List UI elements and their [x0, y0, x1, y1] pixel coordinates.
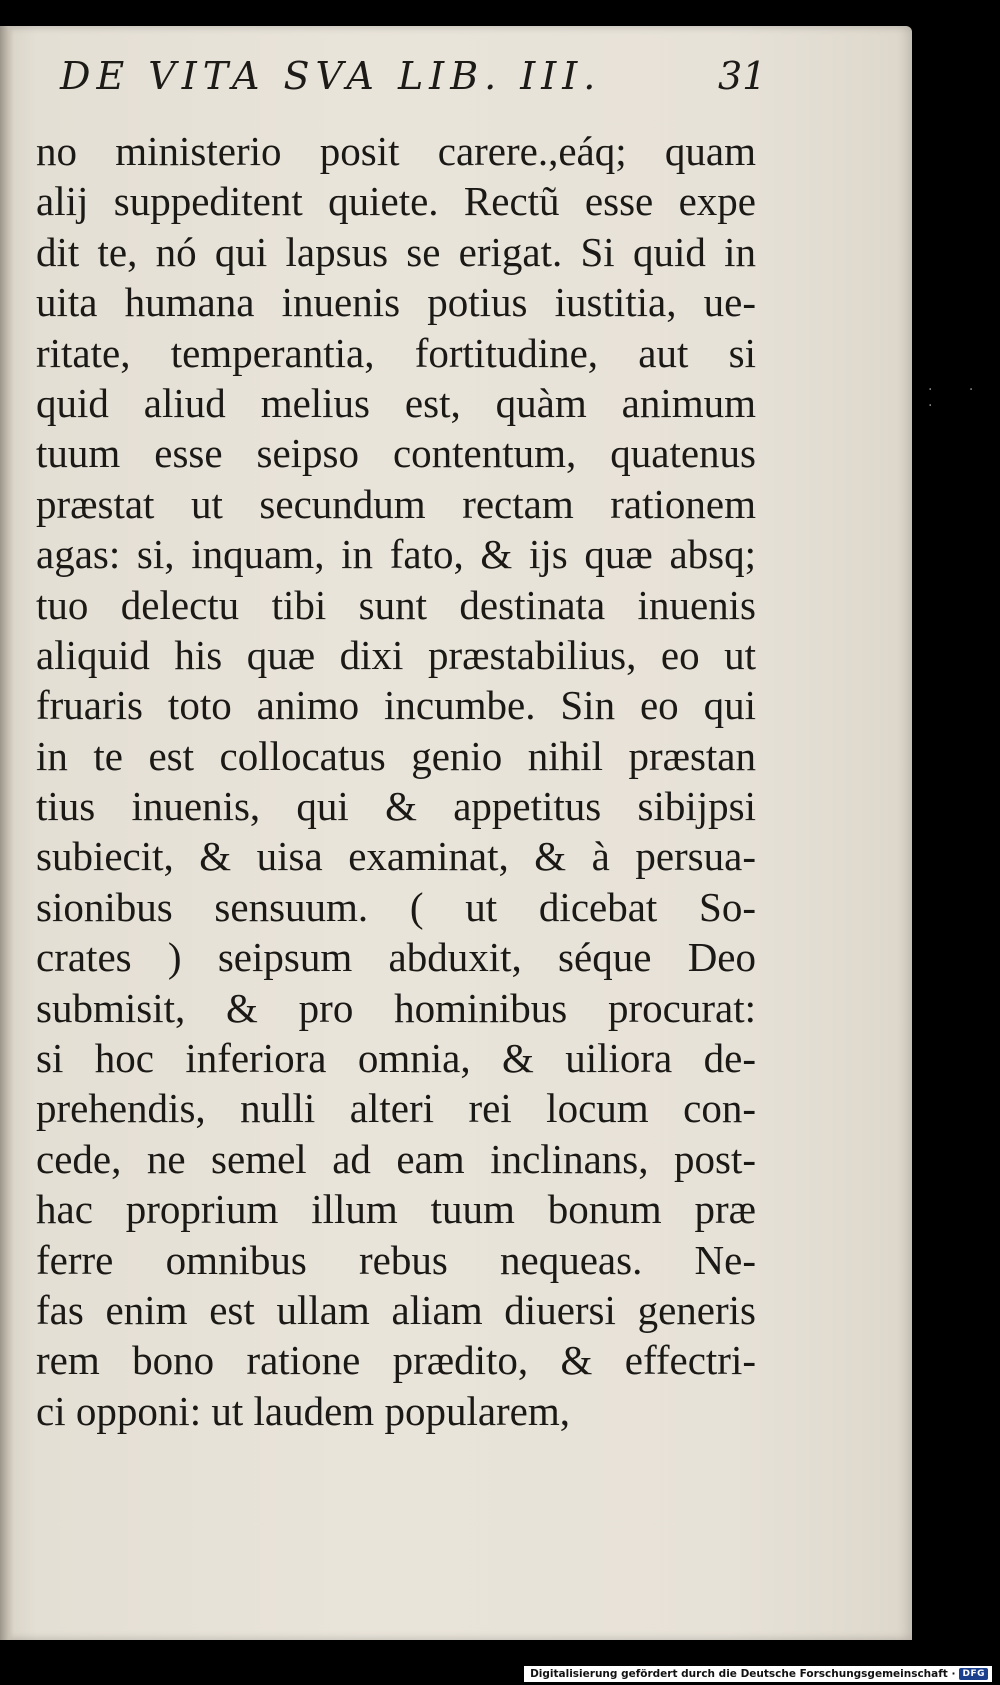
text-line: dit te, nó qui lapsus se erigat. Si quid in: [36, 228, 756, 275]
text-line: tuo delectu tibi sunt destinata inuenis: [36, 581, 756, 628]
text-line: præstat ut secundum rectam rationem: [36, 480, 756, 527]
text-line: quid aliud melius est, quàm animum: [36, 379, 756, 426]
page-gutter-shadow: [0, 26, 14, 1640]
text-line: agas: si, inquam, in fato, & ijs quæ absq;: [36, 531, 756, 578]
text-line: cede, ne semel ad eam inclinans, post-: [36, 1135, 756, 1182]
page-indicator-dots: . . .: [928, 378, 990, 410]
text-line: fas enim est ullam aliam diuersi generis: [36, 1286, 756, 1333]
dfg-logo-icon: DFG: [959, 1668, 988, 1680]
body-text: [36, 126, 756, 1436]
text-line: tuum esse seipso contentum, quatenus: [36, 430, 756, 477]
text-line: hac proprium illum tuum bonum præ: [36, 1186, 756, 1233]
text-line: subiecit, & uisa examinat, & à persua-: [36, 833, 756, 880]
text-line: prehendis, nulli alteri rei locum con-: [36, 1085, 756, 1132]
text-line: alij suppeditent quiete. Rectũ esse expe: [36, 178, 756, 225]
text-line: ritate, temperantia, fortitudine, aut si: [36, 329, 756, 376]
text-line: tius inuenis, qui & appetitus sibijpsi: [36, 783, 756, 830]
text-line: fruaris toto animo incumbe. Sin eo qui: [36, 682, 756, 729]
text-line: ci opponi: ut laudem popularem,: [36, 1387, 571, 1434]
text-line: uita humana inuenis potius iustitia, ue-: [36, 279, 756, 326]
text-line: in te est collocatus genio nihil præstan: [36, 732, 756, 779]
digitization-credit: [524, 1666, 992, 1682]
text-line: aliquid his quæ dixi præstabilius, eo ut: [36, 631, 756, 678]
text-line: no ministerio posit carere.,eáq; quam: [36, 128, 756, 174]
text-line: submisit, & pro hominibus procurat:: [36, 984, 756, 1031]
text-line: rem bono ratione prædito, & effectri-: [36, 1337, 756, 1384]
book-page: [0, 26, 912, 1640]
text-line: crates ) seipsum abduxit, séque Deo: [36, 934, 756, 981]
text-line: ferre omnibus rebus nequeas. Ne-: [36, 1236, 756, 1283]
running-head: DE VITA SVA LIB. III.: [60, 54, 602, 98]
credit-text: Digitalisierung gefördert durch die Deutsche Forschungsgemeinschaft ·: [530, 1668, 956, 1680]
page-number: 31: [718, 54, 767, 98]
text-line: si hoc inferiora omnia, & uiliora de-: [36, 1035, 756, 1082]
text-line: sionibus sensuum. ( ut dicebat So-: [36, 883, 756, 930]
